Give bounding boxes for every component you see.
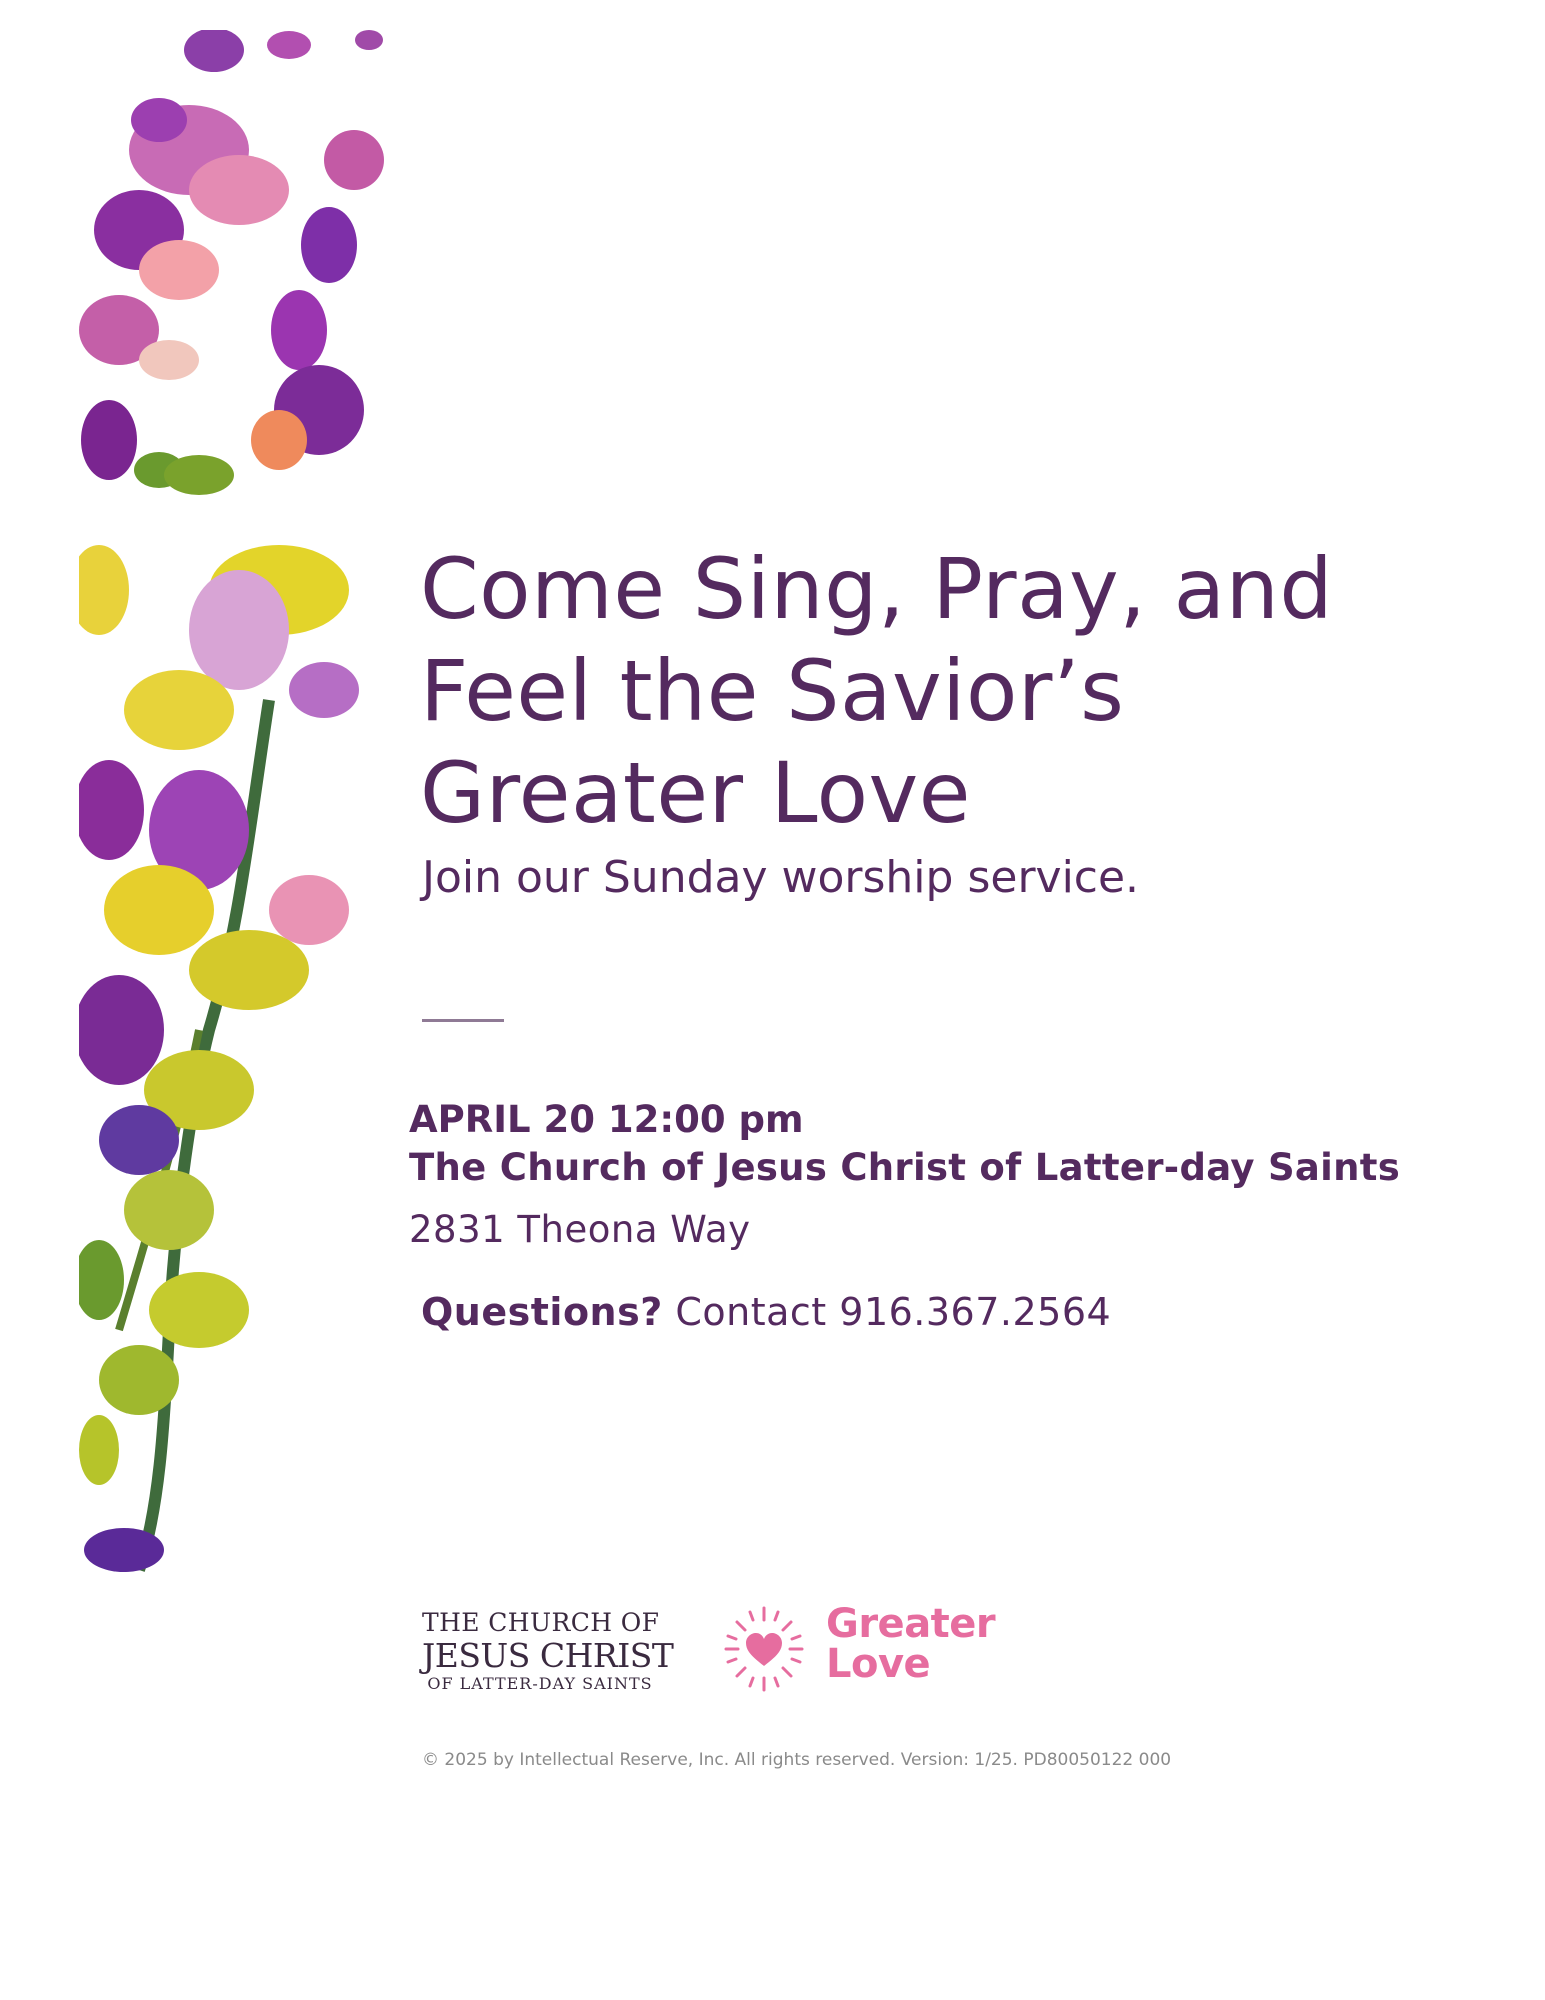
headline-line-2: Feel the Savior’s (420, 642, 1125, 740)
contact-line (421, 1290, 1111, 1334)
greater-love-line-2: Love (826, 1641, 931, 1687)
contact-text: Contact 916.367.2564 (662, 1290, 1112, 1334)
event-venue: The Church of Jesus Christ of Latter-day Saints (409, 1146, 1401, 1189)
greater-love-logo-text (826, 1601, 996, 1687)
contact-label: Questions? (421, 1290, 663, 1334)
church-logo (422, 1608, 674, 1694)
subhead: Join our Sunday worship service. (422, 852, 1140, 903)
headline-line-3: Greater Love (420, 744, 971, 842)
copyright-notice: © 2025 by Intellectual Reserve, Inc. All rights reserved. Version: 1/25. PD80050122 000 (422, 1750, 1172, 1770)
headline-line-1: Come Sing, Pray, and (420, 540, 1334, 638)
event-date-time: APRIL 20 12:00 pm (409, 1098, 804, 1141)
headline (420, 538, 1420, 844)
church-logo-line-3: OF LATTER-DAY SAINTS (427, 1674, 653, 1693)
greater-love-line-1: Greater (826, 1601, 996, 1647)
radiant-heart-icon (724, 1606, 804, 1692)
church-logo-line-2: JESUS CHRIST (422, 1636, 674, 1675)
divider-rule (422, 1019, 504, 1022)
floral-painting-decoration (79, 30, 409, 1580)
event-address: 2831 Theona Way (409, 1208, 751, 1251)
church-logo-line-1: THE CHURCH OF (422, 1608, 660, 1637)
